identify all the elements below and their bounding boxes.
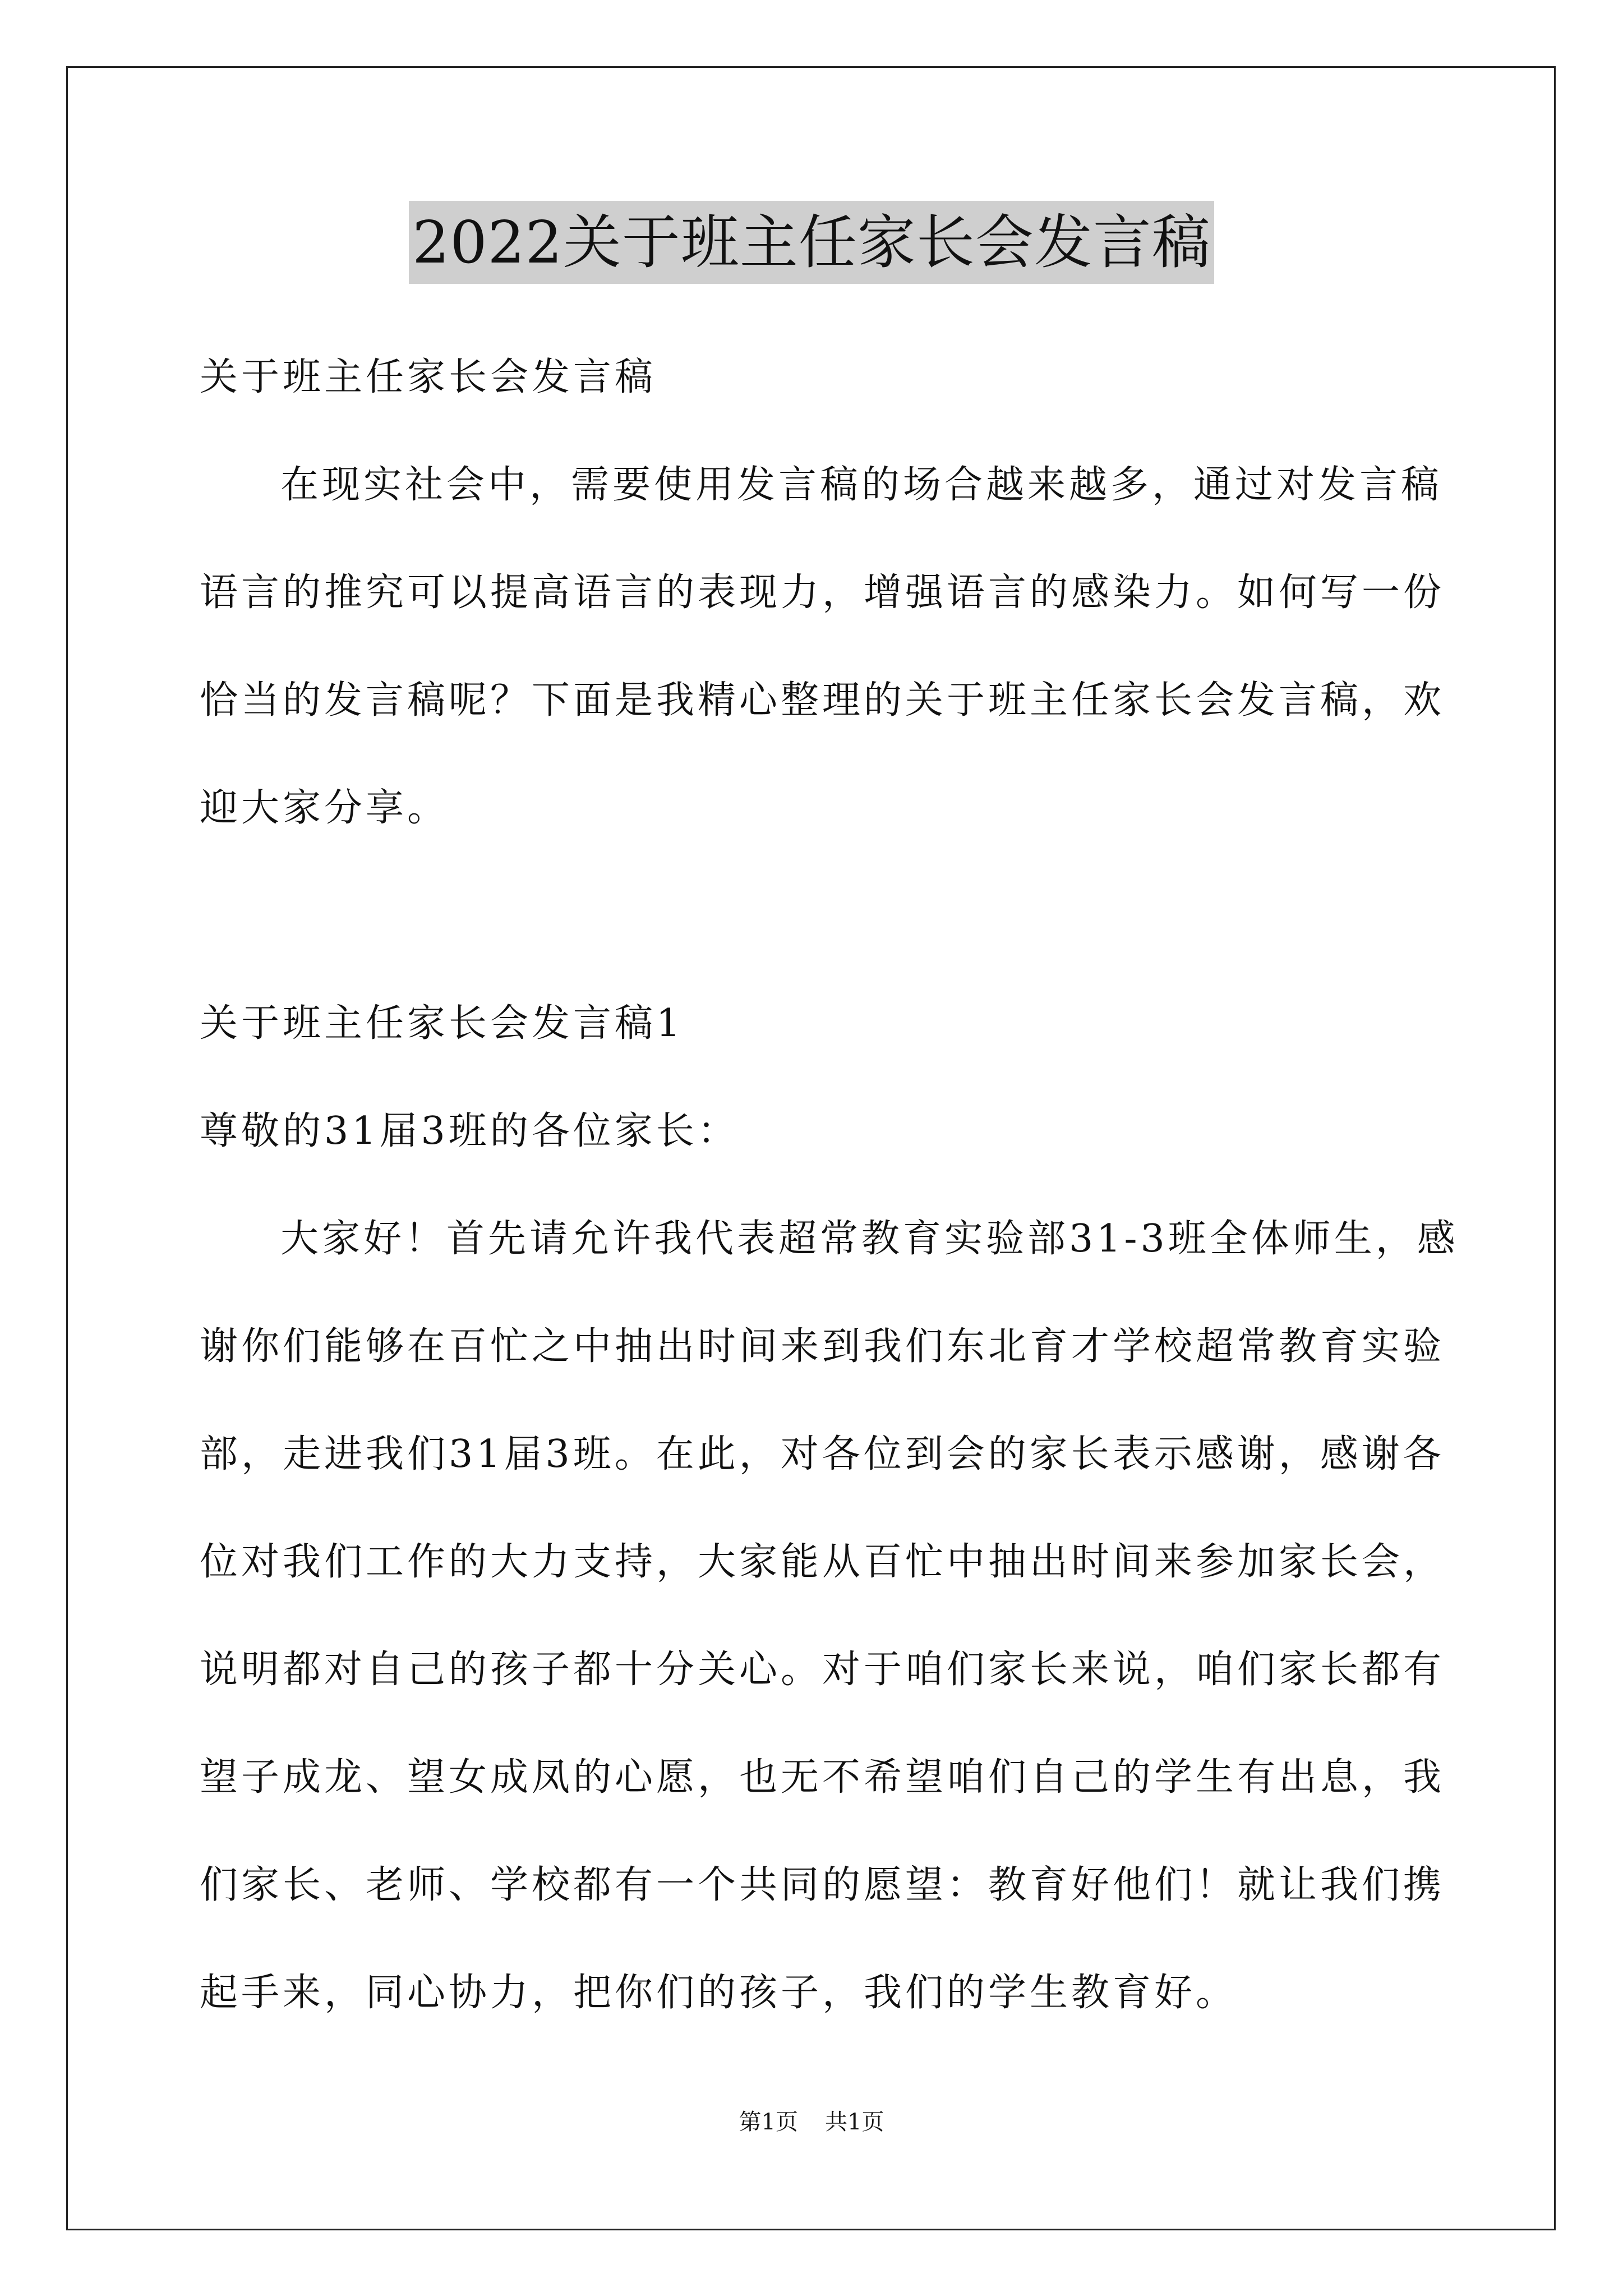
page-number-current: 第1页 xyxy=(739,2109,798,2135)
intro-line: 语言的推究可以提高语言的表现力，增强语言的感染力。如何写一份 xyxy=(200,570,1445,615)
body-line: 望子成龙、望女成凤的心愿，也无不希望咱们自己的学生有出息，我 xyxy=(200,1755,1445,1800)
intro-line: 恰当的发言稿呢？下面是我精心整理的关于班主任家长会发言稿，欢 xyxy=(200,678,1445,723)
body-line: 部，走进我们31届3班。在此，对各位到会的家长表示感谢，感谢各 xyxy=(200,1432,1445,1476)
body-line: 位对我们工作的大力支持，大家能从百忙中抽出时间来参加家长会， xyxy=(200,1540,1445,1584)
intro-line: 迎大家分享。 xyxy=(200,786,449,830)
body-line: 说明都对自己的孩子都十分关心。对于咱们家长来说，咱们家长都有 xyxy=(200,1648,1445,1692)
body-line: 们家长、老师、学校都有一个共同的愿望：教育好他们！就让我们携 xyxy=(200,1863,1445,1907)
body-line: 起手来，同心协力，把你们的孩子，我们的学生教育好。 xyxy=(200,1971,1238,2015)
intro-line: 在现实社会中，需要使用发言稿的场合越来越多，通过对发言稿 xyxy=(280,463,1443,507)
body-line: 谢你们能够在百忙之中抽出时间来到我们东北育才学校超常教育实验 xyxy=(200,1324,1445,1369)
subtitle: 关于班主任家长会发言稿 xyxy=(200,355,657,399)
page-number-total: 共1页 xyxy=(825,2109,884,2135)
section-heading: 关于班主任家长会发言稿1 xyxy=(200,1001,684,1046)
title-container xyxy=(0,201,1623,284)
body-line: 大家好！首先请允许我代表超常教育实验部31-3班全体师生，感 xyxy=(280,1217,1459,1261)
salutation: 尊敬的31届3班的各位家长： xyxy=(200,1109,739,1153)
page-footer xyxy=(0,2106,1623,2138)
document-title: 2022关于班主任家长会发言稿 xyxy=(409,201,1214,284)
